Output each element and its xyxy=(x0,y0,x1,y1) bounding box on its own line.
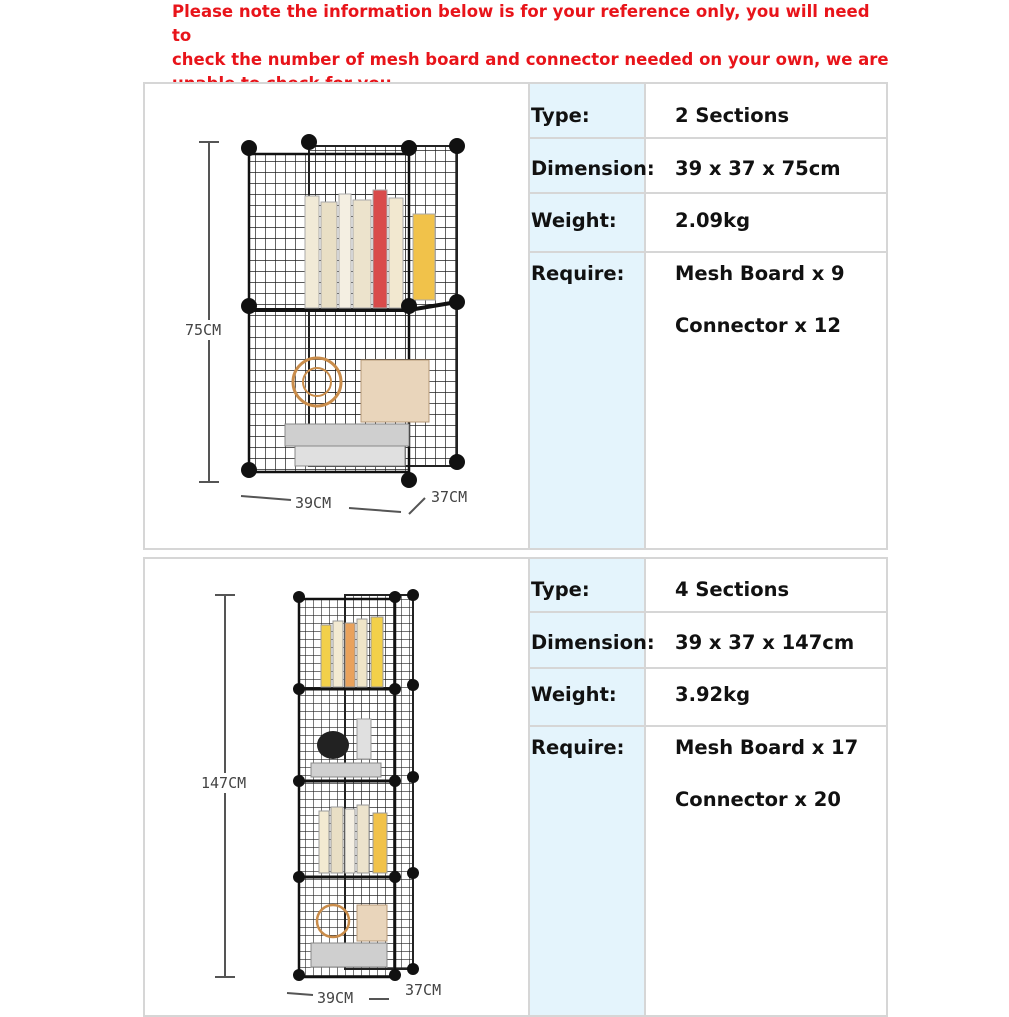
require-label: Require: xyxy=(531,736,625,759)
weight-label: Weight: xyxy=(531,209,617,232)
weight-value: 3.92kg xyxy=(675,683,751,706)
height-mark: 147CM xyxy=(201,774,247,792)
type-value: 4 Sections xyxy=(675,578,790,601)
mesh-board-count: Mesh Board x 17 xyxy=(675,736,859,759)
notice-line-1: Please note the information below is for your reference only, you will need to xyxy=(172,2,870,45)
depth-mark: 37CM xyxy=(405,981,442,999)
product-image-2-sections xyxy=(145,84,528,548)
label-column xyxy=(528,84,646,548)
weight-label: Weight: xyxy=(531,683,617,706)
connector-count: Connector x 20 xyxy=(675,788,841,811)
product-panel-2-sections xyxy=(143,82,888,550)
dimension-label: Dimension: xyxy=(531,631,655,654)
notice-line-2: check the number of mesh board and connector needed on your own, we are xyxy=(172,50,889,69)
weight-value: 2.09kg xyxy=(675,209,751,232)
depth-mark: 37CM xyxy=(431,488,468,506)
dimension-label: Dimension: xyxy=(531,157,655,180)
dimension-value: 39 x 37 x 147cm xyxy=(675,631,855,654)
mesh-cube-2-illustration xyxy=(145,84,528,548)
width-mark: 39CM xyxy=(295,494,332,512)
mesh-cube-4-illustration xyxy=(145,559,528,1015)
product-image-4-sections xyxy=(145,559,528,1015)
require-label: Require: xyxy=(531,262,625,285)
type-value: 2 Sections xyxy=(675,104,790,127)
connector-count: Connector x 12 xyxy=(675,314,841,337)
dimension-value: 39 x 37 x 75cm xyxy=(675,157,841,180)
mesh-board-count: Mesh Board x 9 xyxy=(675,262,845,285)
type-label: Type: xyxy=(531,104,590,127)
width-mark: 39CM xyxy=(317,989,354,1007)
type-label: Type: xyxy=(531,578,590,601)
product-panel-4-sections xyxy=(143,557,888,1017)
height-mark: 75CM xyxy=(185,321,222,339)
label-column xyxy=(528,559,646,1015)
